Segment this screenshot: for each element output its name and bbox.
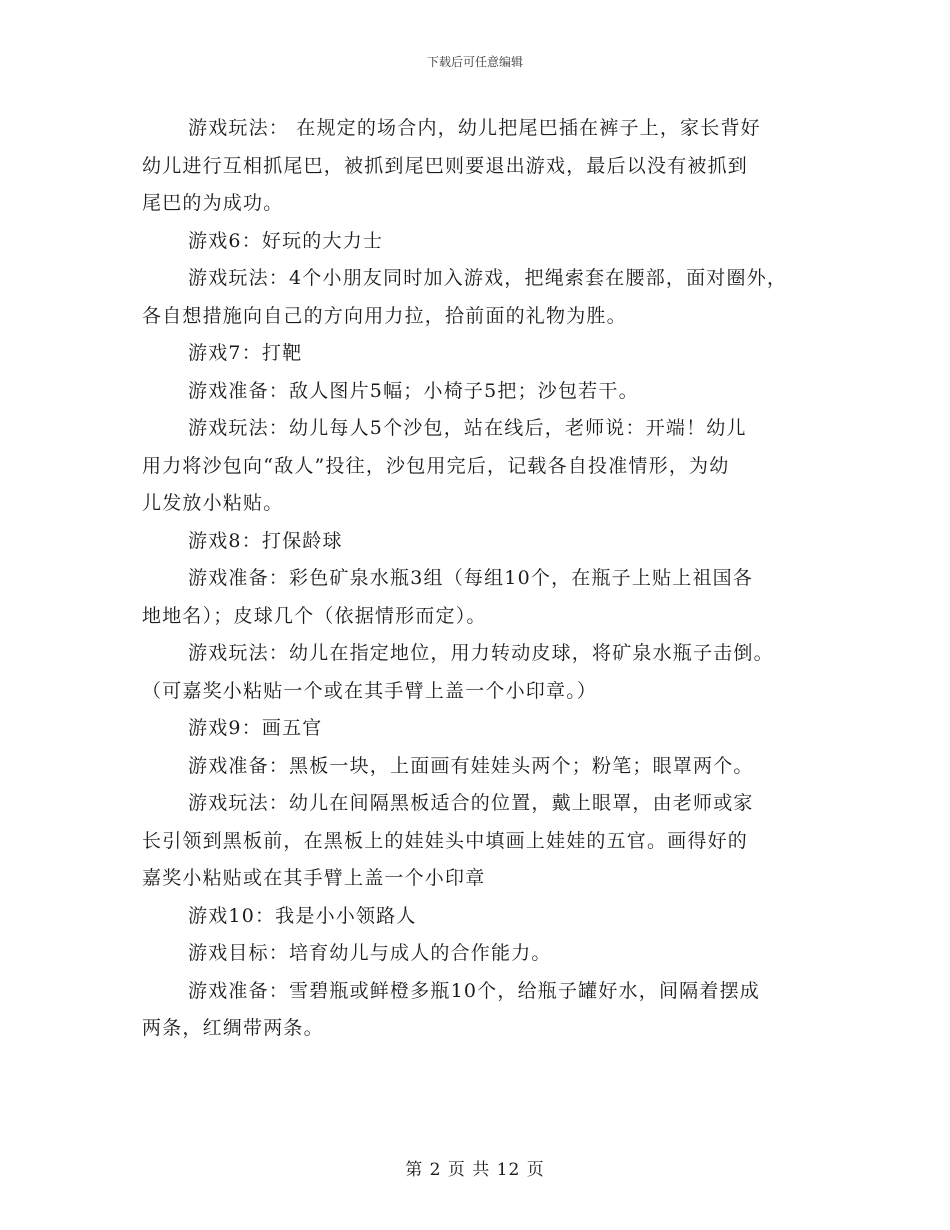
- text-line: 游戏玩法：幼儿在指定地位，用力转动皮球，将矿泉水瓶子击倒。: [188, 642, 774, 664]
- text-line: 尾巴的为成功。: [142, 192, 284, 214]
- text-line: 游戏10：我是小小领路人: [188, 904, 417, 927]
- text-line: 两条，红绸带两条。: [142, 1017, 324, 1039]
- page-header: 下载后可任意编辑: [426, 55, 523, 69]
- text-line: 游戏准备：敌人图片5幅；小椅子5把；沙包若干。: [188, 379, 639, 402]
- text-line: 游戏目标：培育幼儿与成人的合作能力。: [188, 942, 552, 964]
- text-line: （可嘉奖小粘贴一个或在其手臂上盖一个小印章。）: [142, 679, 598, 702]
- text-line: 游戏7：打靶: [188, 342, 303, 364]
- text-line: 游戏9：画五官: [188, 717, 323, 739]
- text-line: 游戏玩法：幼儿每人5个沙包，站在线后，老师说：开端！幼儿: [188, 417, 747, 439]
- text-line: 游戏玩法： 在规定的场合内，幼儿把尾巴插在裤子上，家长背好: [188, 117, 761, 139]
- page-number-footer: 第 2 页 共 12 页: [405, 1160, 545, 1180]
- document-body: [142, 110, 832, 1048]
- text-line: 游戏玩法：4个小朋友同时加入游戏，把绳索套在腰部，面对圈外，: [188, 267, 788, 289]
- text-line: 游戏准备：雪碧瓶或鲜橙多瓶10个，给瓶子罐好水，间隔着摆成: [188, 979, 760, 1002]
- text-line: 幼儿进行互相抓尾巴，被抓到尾巴则要退出游戏，最后以没有被抓到: [142, 154, 749, 177]
- text-line: 游戏准备：黑板一块，上面画有娃娃头两个；粉笔；眼罩两个。: [188, 754, 754, 777]
- text-line: 地地名）；皮球几个（依据情形而定）。: [142, 604, 487, 627]
- text-line: 用力将沙包向“敌人”投往，沙包用完后，记载各自投准情形，为幼: [142, 454, 730, 477]
- text-line: 游戏玩法：幼儿在间隔黑板适合的位置，戴上眼罩，由老师或家: [188, 792, 754, 814]
- text-line: 儿发放小粘贴。: [142, 492, 284, 514]
- text-line: 各自想措施向自己的方向用力拉，拾前面的礼物为胜。: [142, 304, 627, 327]
- text-line: 长引领到黑板前，在黑板上的娃娃头中填画上娃娃的五官。画得好的: [142, 829, 749, 852]
- text-line: 游戏准备：彩色矿泉水瓶3组（每组10个，在瓶子上贴上祖国各: [188, 567, 754, 589]
- text-line: 游戏6：好玩的大力士: [188, 229, 384, 252]
- text-line: 嘉奖小粘贴或在其手臂上盖一个小印章: [142, 867, 486, 889]
- text-line: 游戏8：打保龄球: [188, 529, 343, 552]
